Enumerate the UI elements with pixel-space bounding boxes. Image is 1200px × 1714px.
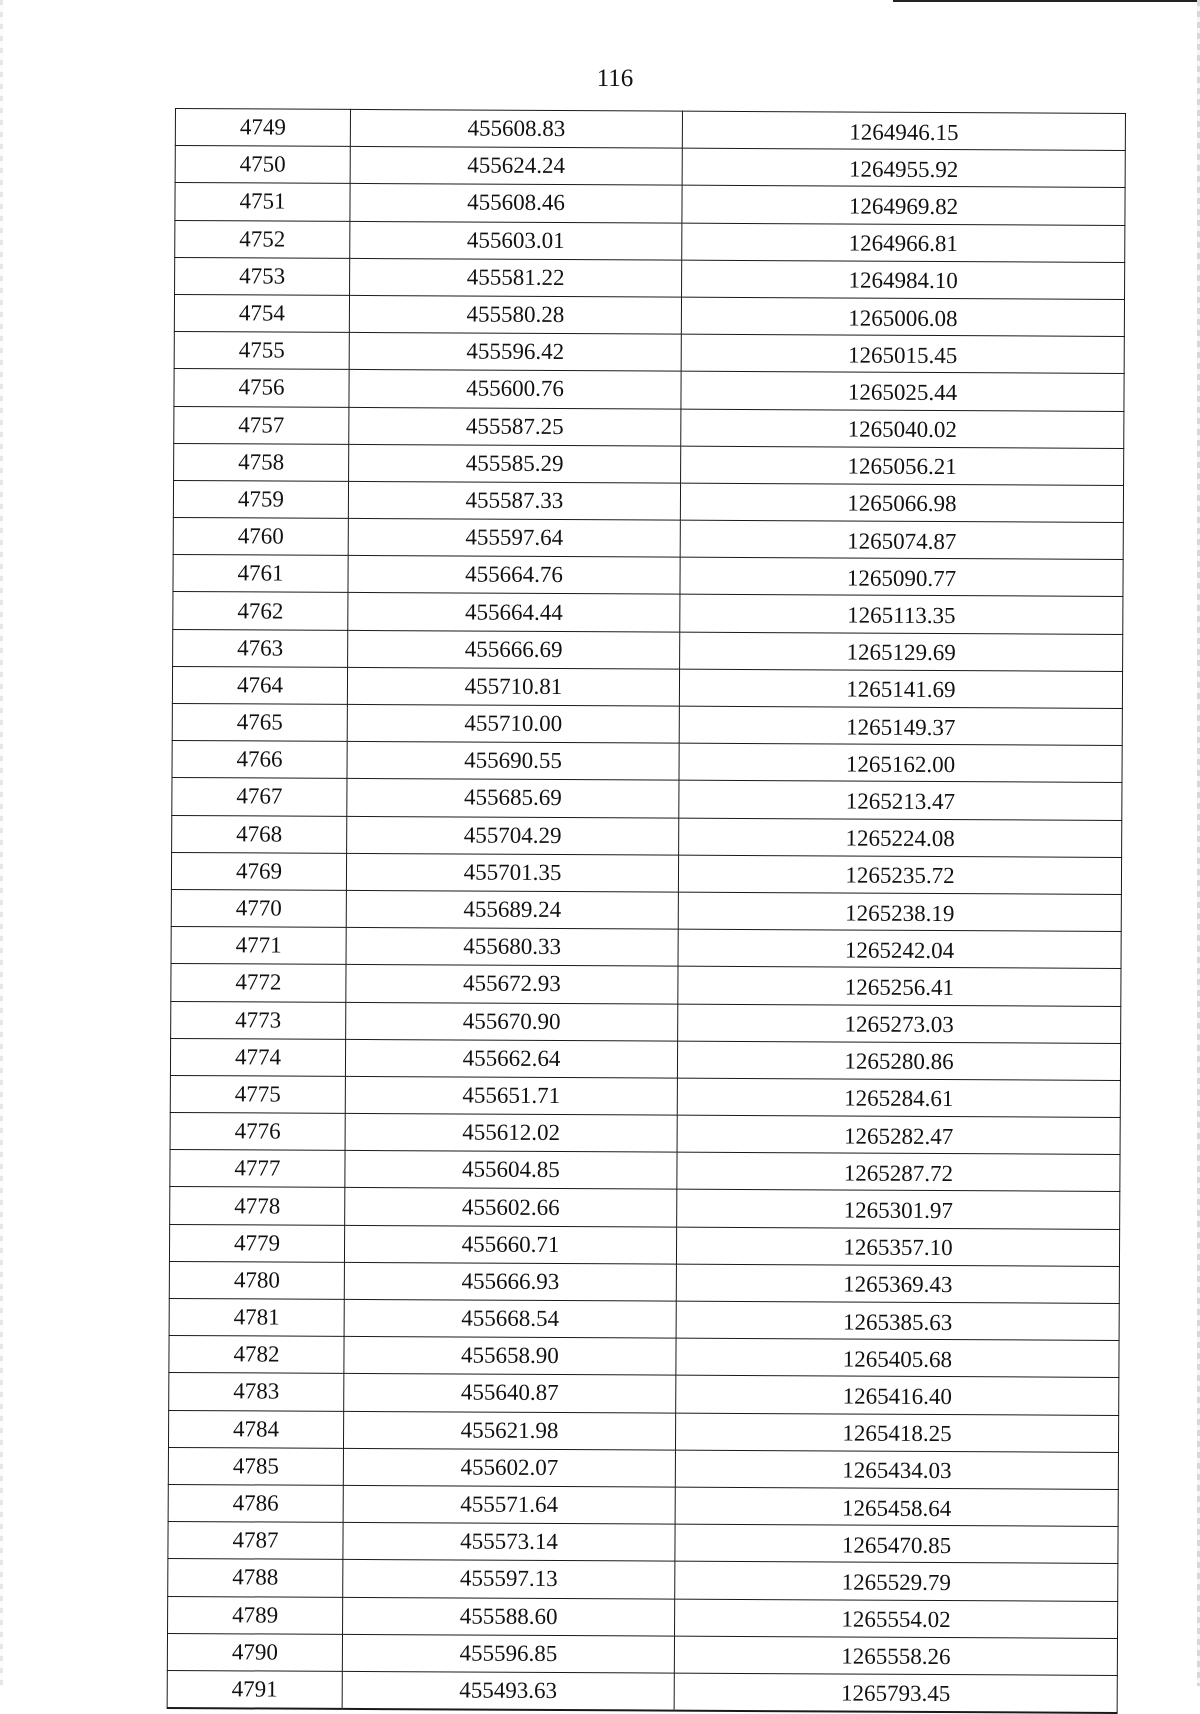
point-number-cell: 4766 (172, 741, 347, 779)
point-number-cell: 4779 (169, 1224, 344, 1262)
x-coordinate-cell: 455573.14 (343, 1523, 675, 1562)
point-number-cell: 4774 (170, 1038, 345, 1076)
x-coordinate-cell: 455602.66 (345, 1188, 677, 1227)
table-row (171, 927, 1121, 969)
table-row (168, 1596, 1118, 1638)
y-coordinate-cell: 1264984.10 (682, 260, 1125, 300)
y-coordinate-cell: 1265149.37 (679, 706, 1122, 746)
x-coordinate-cell: 455680.33 (346, 928, 678, 967)
x-coordinate-cell: 455596.42 (349, 333, 681, 372)
point-number-cell: 4775 (170, 1075, 345, 1113)
y-coordinate-cell: 1265235.72 (678, 855, 1121, 895)
y-coordinate-cell: 1265040.02 (681, 409, 1124, 449)
table-row (174, 443, 1124, 485)
table-row (168, 1522, 1118, 1564)
table-row (174, 332, 1124, 374)
point-number-cell: 4787 (168, 1522, 343, 1560)
point-number-cell: 4772 (171, 964, 346, 1002)
point-number-cell: 4767 (172, 778, 347, 816)
y-coordinate-cell: 1265287.72 (677, 1152, 1120, 1192)
point-number-cell: 4784 (168, 1410, 343, 1448)
point-number-cell: 4788 (168, 1559, 343, 1597)
x-coordinate-cell: 455664.44 (348, 593, 680, 632)
y-coordinate-cell: 1265301.97 (677, 1190, 1120, 1230)
y-coordinate-cell: 1265416.40 (676, 1376, 1119, 1416)
table-row (169, 1261, 1119, 1303)
point-number-cell: 4754 (174, 294, 349, 332)
x-coordinate-cell: 455602.07 (343, 1448, 675, 1487)
y-coordinate-cell: 1265558.26 (674, 1636, 1117, 1676)
y-coordinate-cell: 1264969.82 (682, 186, 1125, 226)
x-coordinate-cell: 455597.13 (343, 1560, 675, 1599)
table-row (171, 852, 1121, 894)
x-coordinate-cell: 455608.46 (350, 184, 682, 223)
y-coordinate-cell: 1265793.45 (674, 1673, 1117, 1713)
table-row (172, 741, 1122, 783)
table-row (171, 1001, 1121, 1043)
x-coordinate-cell: 455689.24 (346, 890, 678, 929)
y-coordinate-cell: 1265273.03 (678, 1004, 1121, 1044)
x-coordinate-cell: 455666.69 (348, 630, 680, 669)
point-number-cell: 4778 (170, 1187, 345, 1225)
x-coordinate-cell: 455580.28 (349, 295, 681, 334)
y-coordinate-cell: 1264946.15 (682, 111, 1125, 151)
y-coordinate-cell: 1265357.10 (676, 1227, 1119, 1267)
table-row (168, 1484, 1118, 1526)
table-row (175, 220, 1125, 262)
x-coordinate-cell: 455612.02 (345, 1113, 677, 1152)
point-number-cell: 4769 (171, 852, 346, 890)
point-number-cell: 4791 (167, 1670, 342, 1709)
x-coordinate-cell: 455581.22 (350, 258, 682, 297)
x-coordinate-cell: 455710.81 (347, 667, 679, 706)
y-coordinate-cell: 1265113.35 (680, 595, 1123, 635)
table-row (167, 1670, 1117, 1713)
point-number-cell: 4771 (171, 927, 346, 965)
x-coordinate-cell: 455587.33 (348, 481, 680, 520)
point-number-cell: 4749 (175, 109, 350, 147)
y-coordinate-cell: 1265015.45 (681, 334, 1124, 374)
point-number-cell: 4756 (174, 369, 349, 407)
point-number-cell: 4785 (168, 1447, 343, 1485)
x-coordinate-cell: 455664.76 (348, 556, 680, 595)
x-coordinate-cell: 455685.69 (347, 779, 679, 818)
x-coordinate-cell: 455662.64 (345, 1039, 677, 1078)
y-coordinate-cell: 1264955.92 (682, 148, 1125, 188)
y-coordinate-cell: 1265129.69 (680, 632, 1123, 672)
table-row (170, 1038, 1120, 1080)
y-coordinate-cell: 1265470.85 (675, 1524, 1118, 1564)
y-coordinate-cell: 1265066.98 (680, 483, 1123, 523)
y-coordinate-cell: 1265238.19 (678, 892, 1121, 932)
y-coordinate-cell: 1265242.04 (678, 929, 1121, 969)
table-row (175, 183, 1125, 225)
table-row (169, 1298, 1119, 1340)
table-row (170, 1150, 1120, 1192)
x-coordinate-cell: 455666.93 (344, 1262, 676, 1301)
point-number-cell: 4786 (168, 1484, 343, 1522)
table-row (171, 889, 1121, 931)
table-row (170, 1075, 1120, 1117)
y-coordinate-cell: 1265006.08 (681, 297, 1124, 337)
x-coordinate-cell: 455670.90 (346, 1002, 678, 1041)
table-row (173, 592, 1123, 634)
table-row (175, 146, 1125, 188)
x-coordinate-cell: 455597.64 (348, 518, 680, 557)
y-coordinate-cell: 1265529.79 (675, 1561, 1118, 1601)
point-number-cell: 4783 (169, 1373, 344, 1411)
coordinates-table-container (167, 108, 1125, 1714)
x-coordinate-cell: 455640.87 (344, 1374, 676, 1413)
y-coordinate-cell: 1265213.47 (679, 781, 1122, 821)
point-number-cell: 4762 (173, 592, 348, 630)
table-row (172, 815, 1122, 857)
x-coordinate-cell: 455493.63 (342, 1671, 674, 1710)
table-row (174, 406, 1124, 448)
table-row (173, 555, 1123, 597)
x-coordinate-cell: 455658.90 (344, 1337, 676, 1376)
table-row (170, 1113, 1120, 1155)
table-row (167, 1633, 1117, 1675)
point-number-cell: 4758 (174, 443, 349, 481)
point-number-cell: 4765 (172, 703, 347, 741)
point-number-cell: 4780 (169, 1261, 344, 1299)
x-coordinate-cell: 455701.35 (346, 853, 678, 892)
y-coordinate-cell: 1265418.25 (675, 1413, 1118, 1453)
table-row (168, 1559, 1118, 1601)
point-number-cell: 4750 (175, 146, 350, 184)
y-coordinate-cell: 1265282.47 (677, 1115, 1120, 1155)
coordinates-table-body (167, 109, 1125, 1714)
point-number-cell: 4755 (174, 332, 349, 370)
point-number-cell: 4757 (174, 406, 349, 444)
table-row (169, 1336, 1119, 1378)
point-number-cell: 4790 (167, 1633, 342, 1671)
table-row (172, 703, 1122, 745)
point-number-cell: 4763 (173, 629, 348, 667)
table-row (174, 369, 1124, 411)
point-number-cell: 4781 (169, 1298, 344, 1336)
point-number-cell: 4770 (171, 889, 346, 927)
table-row (172, 778, 1122, 820)
y-coordinate-cell: 1265141.69 (679, 669, 1122, 709)
top-edge-rule (893, 0, 1200, 2)
x-coordinate-cell: 455624.24 (350, 147, 682, 186)
x-coordinate-cell: 455600.76 (349, 370, 681, 409)
table-row (173, 518, 1123, 560)
y-coordinate-cell: 1265256.41 (678, 966, 1121, 1006)
point-number-cell: 4761 (173, 555, 348, 593)
y-coordinate-cell: 1265025.44 (681, 371, 1124, 411)
x-coordinate-cell: 455668.54 (344, 1299, 676, 1338)
y-coordinate-cell: 1265090.77 (680, 557, 1123, 597)
x-coordinate-cell: 455690.55 (347, 742, 679, 781)
table-row (169, 1373, 1119, 1415)
x-coordinate-cell: 455660.71 (344, 1225, 676, 1264)
y-coordinate-cell: 1265434.03 (675, 1450, 1118, 1490)
point-number-cell: 4759 (173, 480, 348, 518)
x-coordinate-cell: 455571.64 (343, 1485, 675, 1524)
point-number-cell: 4777 (170, 1150, 345, 1188)
y-coordinate-cell: 1265385.63 (676, 1301, 1119, 1341)
point-number-cell: 4782 (169, 1336, 344, 1374)
table-row (168, 1410, 1118, 1452)
x-coordinate-cell: 455710.00 (347, 704, 679, 743)
table-row (173, 629, 1123, 671)
x-coordinate-cell: 455621.98 (343, 1411, 675, 1450)
x-coordinate-cell: 455651.71 (345, 1076, 677, 1115)
x-coordinate-cell: 455704.29 (347, 816, 679, 855)
x-coordinate-cell: 455608.83 (350, 109, 682, 148)
table-row (171, 964, 1121, 1006)
x-coordinate-cell: 455588.60 (343, 1597, 675, 1636)
x-coordinate-cell: 455596.85 (342, 1634, 674, 1673)
x-coordinate-cell: 455672.93 (346, 965, 678, 1004)
x-coordinate-cell: 455585.29 (349, 444, 681, 483)
point-number-cell: 4760 (173, 518, 348, 556)
point-number-cell: 4773 (171, 1001, 346, 1039)
x-coordinate-cell: 455587.25 (349, 407, 681, 446)
y-coordinate-cell: 1265554.02 (675, 1599, 1118, 1639)
y-coordinate-cell: 1265458.64 (675, 1487, 1118, 1527)
table-row (173, 480, 1123, 522)
table-row (170, 1187, 1120, 1229)
y-coordinate-cell: 1265369.43 (676, 1264, 1119, 1304)
y-coordinate-cell: 1265056.21 (681, 446, 1124, 486)
point-number-cell: 4751 (175, 183, 350, 221)
x-coordinate-cell: 455603.01 (350, 221, 682, 260)
y-coordinate-cell: 1265224.08 (679, 818, 1122, 858)
point-number-cell: 4752 (175, 220, 350, 258)
table-row (172, 666, 1122, 708)
x-coordinate-cell: 455604.85 (345, 1151, 677, 1190)
table-row (169, 1224, 1119, 1266)
point-number-cell: 4776 (170, 1113, 345, 1151)
y-coordinate-cell: 1264966.81 (682, 223, 1125, 263)
point-number-cell: 4789 (168, 1596, 343, 1634)
table-row (175, 109, 1125, 151)
y-coordinate-cell: 1265284.61 (677, 1078, 1120, 1118)
y-coordinate-cell: 1265405.68 (676, 1338, 1119, 1378)
y-coordinate-cell: 1265280.86 (677, 1041, 1120, 1081)
coordinates-table (167, 108, 1126, 1714)
page-number: 116 (596, 65, 634, 92)
scan-left-edge (0, 0, 3, 1686)
point-number-cell: 4753 (175, 257, 350, 295)
y-coordinate-cell: 1265162.00 (679, 743, 1122, 783)
y-coordinate-cell: 1265074.87 (680, 520, 1123, 560)
table-row (174, 294, 1124, 336)
table-row (175, 257, 1125, 299)
table-row (168, 1447, 1118, 1489)
point-number-cell: 4768 (172, 815, 347, 853)
point-number-cell: 4764 (172, 666, 347, 704)
